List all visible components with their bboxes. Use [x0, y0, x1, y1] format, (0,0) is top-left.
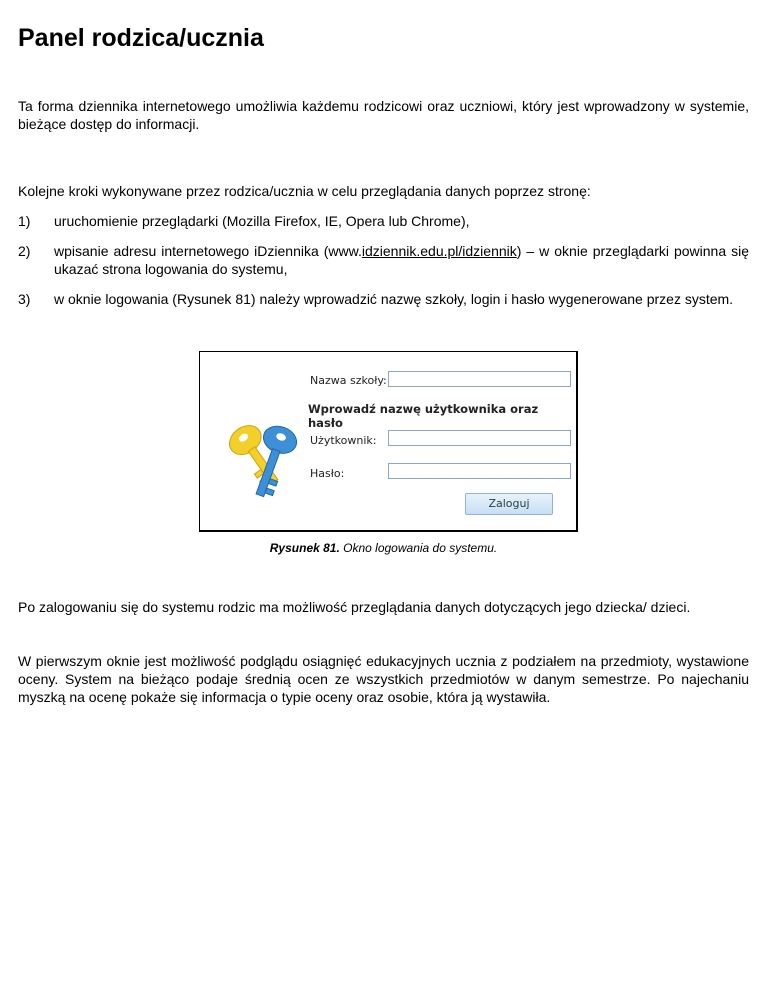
login-heading: Wprowadź nazwę użytkownika oraz hasło [308, 402, 539, 430]
caption-text: Okno logowania do systemu. [339, 541, 498, 555]
user-input[interactable] [388, 430, 571, 446]
school-label: Nazwa szkoły: [310, 374, 387, 387]
steps-list [18, 212, 749, 320]
list-item [18, 290, 749, 308]
caption-label: Rysunek 81. [269, 541, 340, 555]
after-login-paragraph: Po zalogowaniu się do systemu rodzic ma możliwość przeglądania danych dotyczących jego dziecka/ dzieci. [18, 599, 691, 615]
page-title: Panel rodzica/ucznia [18, 24, 264, 52]
login-button[interactable]: Zaloguj [465, 493, 553, 515]
list-item [18, 212, 749, 230]
list-item-number: 2) [18, 243, 31, 259]
list-item-number: 3) [18, 291, 31, 307]
school-input[interactable] [388, 371, 571, 387]
list-item [18, 242, 749, 278]
list-item-text: uruchomienie przeglądarki (Mozilla Firefox, IE, Opera lub Chrome), [54, 213, 470, 229]
user-label: Użytkownik: [310, 434, 377, 447]
list-item-number: 1) [18, 213, 31, 229]
keys-icon [214, 416, 304, 516]
password-input[interactable] [388, 463, 571, 479]
first-window-paragraph: W pierwszym oknie jest możliwość podglądu osiągnięć edukacyjnych ucznia z podziałem na przedmioty, wystawione oceny. System na bieżąco podaje średnią ocen ze wszystkich przedmiotów w danym semestrze. Po najechaniu myszką na ocenę pokaże się informacja o typie oceny oraz osobie, która ją wystawiła. [18, 653, 749, 705]
list-item-text: w oknie logowania (Rysunek 81) należy wprowadzić nazwę szkoły, login i hasło wygenerowane przez system. [54, 291, 734, 307]
password-label: Hasło: [310, 467, 345, 480]
url-link[interactable]: idziennik.edu.pl/idziennik [361, 243, 517, 259]
intro-paragraph: Ta forma dziennika internetowego umożliwia każdemu rodzicowi oraz uczniowi, który jest wprowadzony w systemie, bieżące dostęp do informacji. [18, 98, 749, 132]
login-window-figure [199, 351, 578, 532]
list-item-text-after: ) – w oknie przeglądarki powinna się ukazać strona logowania do systemu, [54, 243, 749, 277]
list-item-text-before: wpisanie adresu internetowego iDziennika (www. [54, 243, 362, 259]
figure-caption [18, 541, 749, 555]
steps-intro-paragraph: Kolejne kroki wykonywane przez rodzica/ucznia w celu przeglądania danych poprzez stronę: [18, 183, 591, 199]
